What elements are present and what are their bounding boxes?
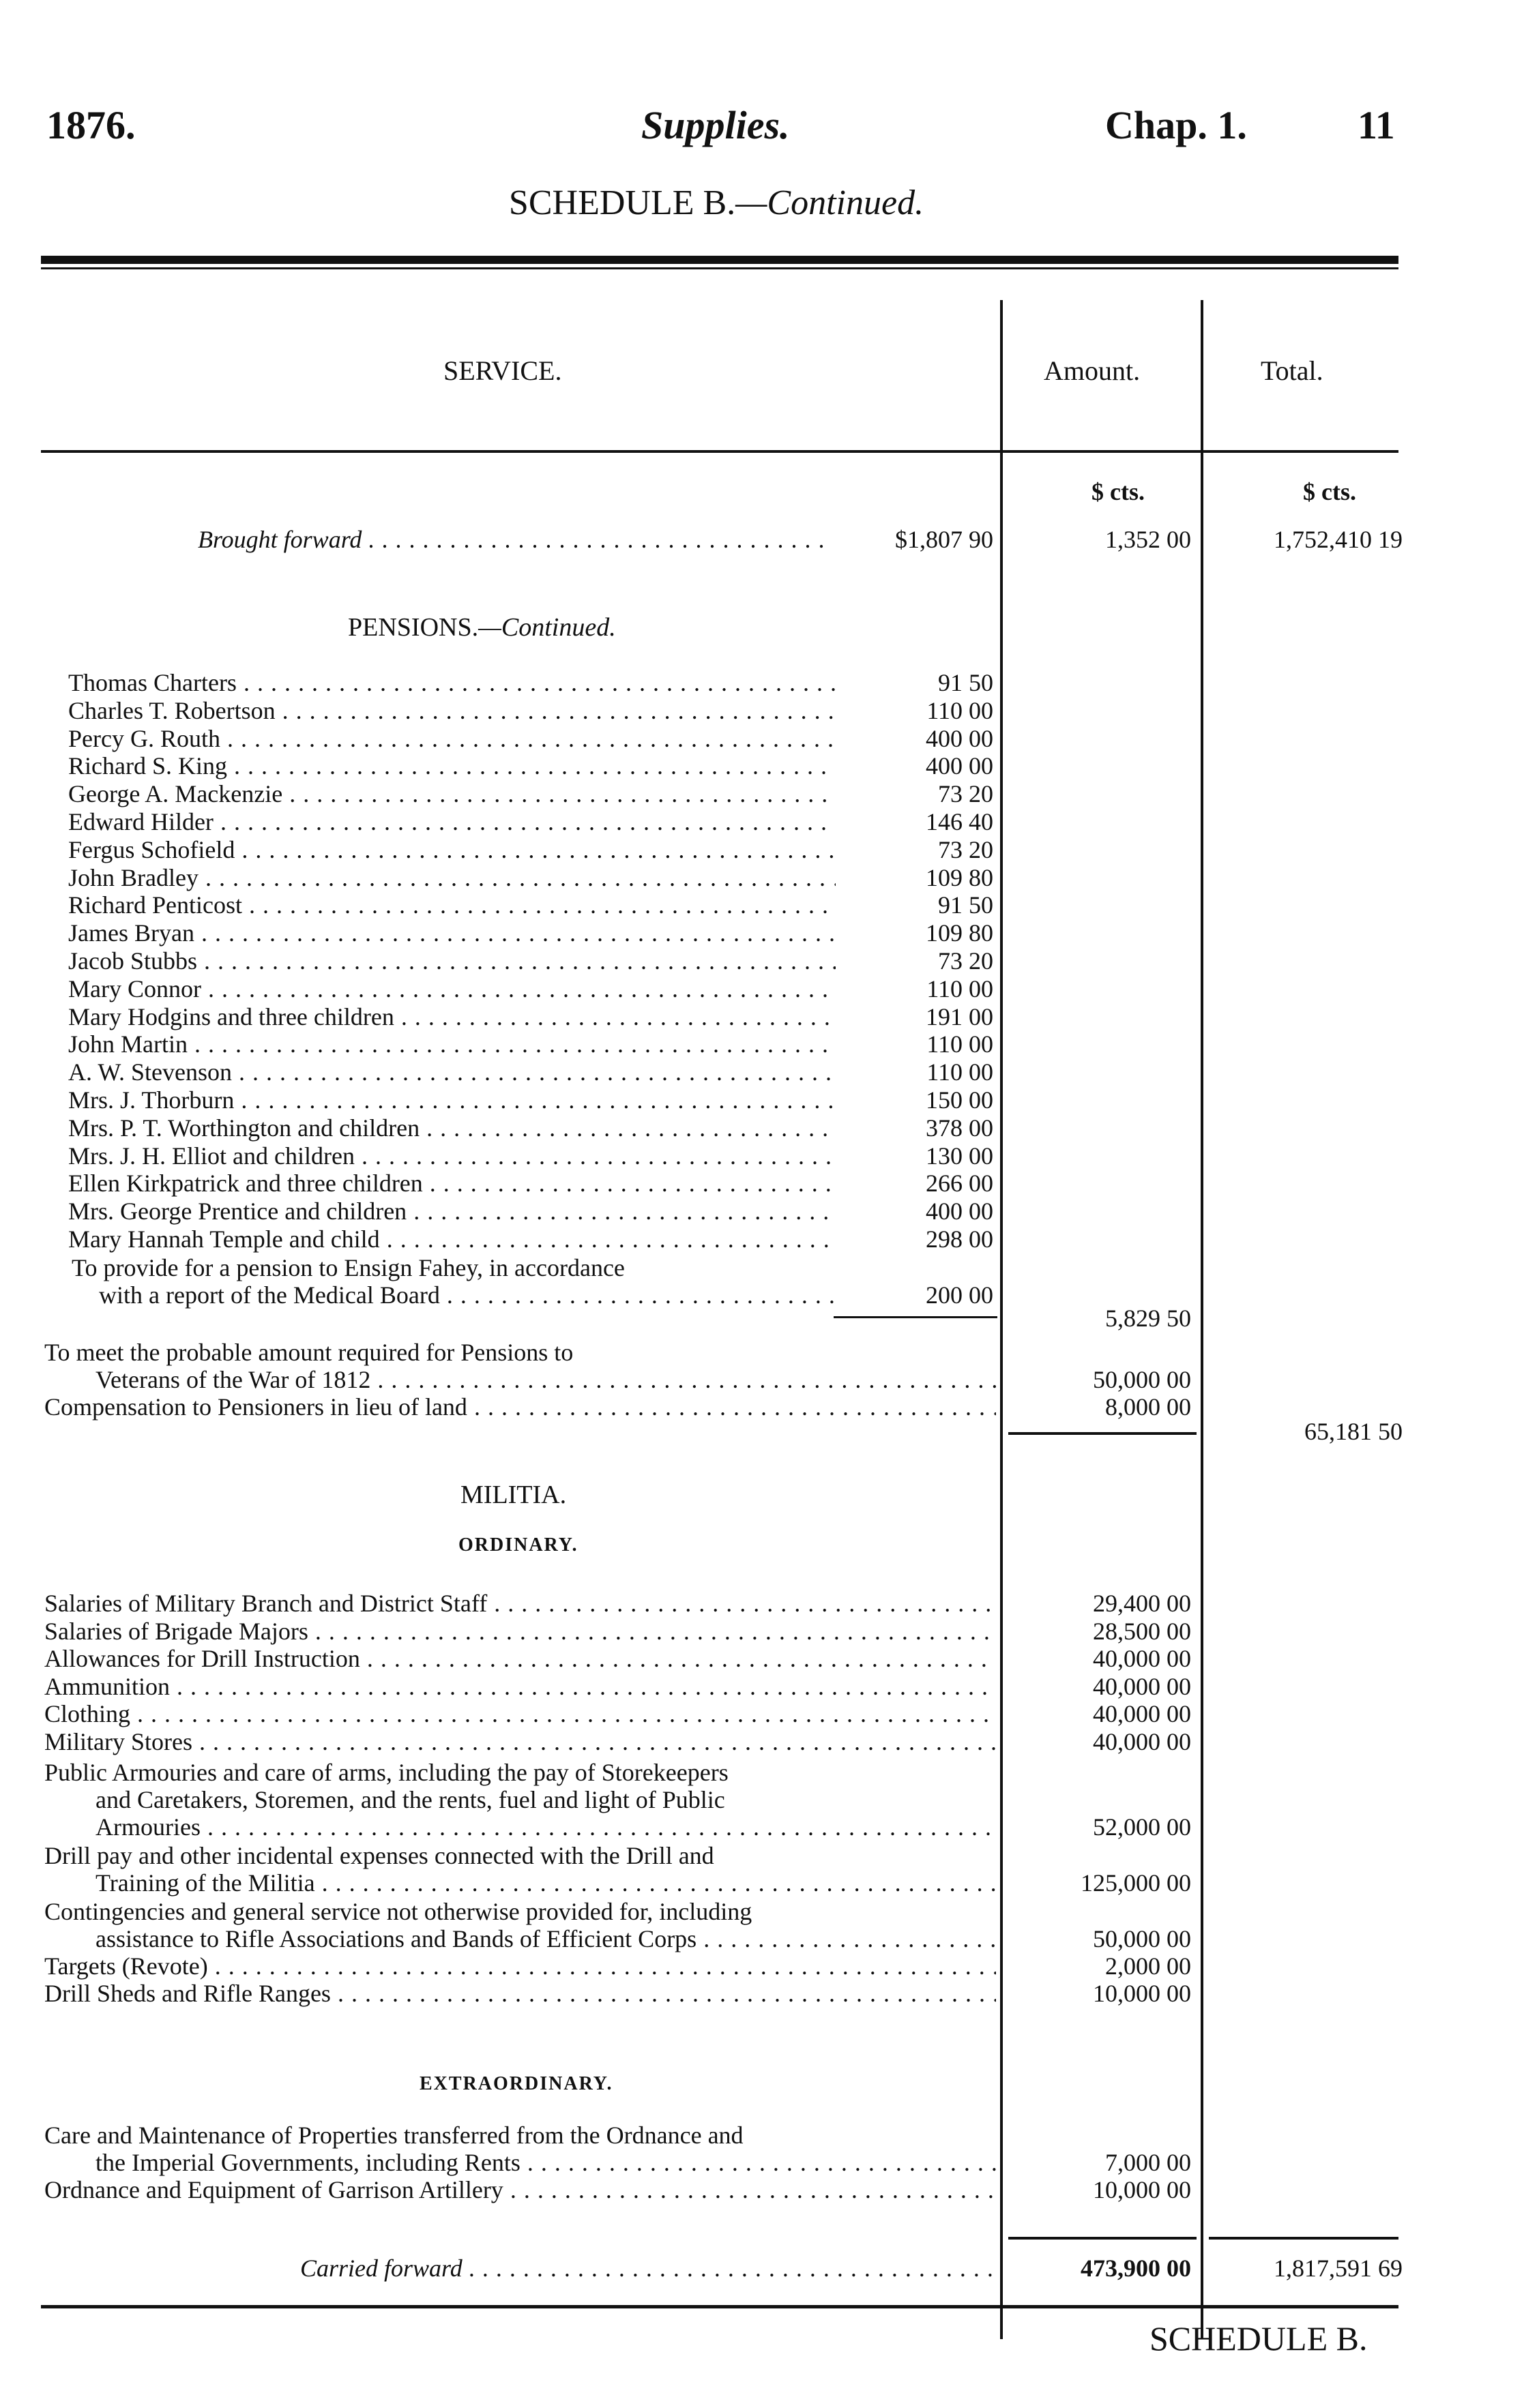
pension-row <box>0 835 1539 863</box>
carried-forward-amount: 473,900 00 <box>1081 2255 1191 2282</box>
care-text-2: the Imperial Governments, including Rents . . . <box>96 2148 996 2177</box>
pensions-total-row <box>0 1417 1539 1445</box>
pension-value: 91 50 <box>938 891 993 919</box>
armouries-row-3 <box>0 1813 1539 1841</box>
carried-forward-total: 1,817,591 69 <box>1274 2255 1403 2282</box>
armouries-amount: 52,000 00 <box>1093 1813 1191 1841</box>
year: 1876. <box>46 103 136 147</box>
pensioner-name: John Bradley . . . <box>68 863 836 892</box>
pension-row <box>0 752 1539 779</box>
militia-ordinary-row <box>0 1589 1539 1617</box>
pensioner-name: Mrs. J. Thorburn . . . <box>68 1086 836 1114</box>
pension-value: 73 20 <box>938 836 993 863</box>
militia-item-label: Allowances for Drill Instruction . . . <box>44 1644 996 1673</box>
pensioner-name: Thomas Charters . . . <box>68 668 836 697</box>
pension-row <box>0 919 1539 947</box>
pension-row <box>0 779 1539 807</box>
pension-value: 73 20 <box>938 947 993 975</box>
bottom-rule <box>41 2305 1398 2308</box>
pensioner-name: Jacob Stubbs . . . <box>68 947 836 975</box>
pensions-title: PENSIONS.—Continued. <box>348 613 616 642</box>
drill-pay-amount: 125,000 00 <box>1081 1869 1191 1897</box>
page-number: 11 <box>1358 103 1395 147</box>
footer-catchword: SCHEDULE B. <box>1149 2319 1368 2358</box>
militia-ordinary-row <box>0 1727 1539 1755</box>
amount-column-header: Amount. <box>1044 355 1141 386</box>
pensioner-name: Percy G. Routh . . . <box>68 724 836 753</box>
contingencies-text-1: Contingencies and general service not otherwise provided for, including <box>44 1898 752 1925</box>
armouries-text-3: Armouries . . . <box>96 1813 996 1841</box>
care-amount: 7,000 00 <box>1105 2149 1191 2176</box>
militia-item-label: Salaries of Brigade Majors . . . <box>44 1617 996 1646</box>
pension-row <box>0 1169 1539 1197</box>
pension-value: 146 40 <box>926 808 993 835</box>
ordinary-title: ORDINARY. <box>458 1534 578 1556</box>
pensioner-name: A. W. Stevenson . . . <box>68 1058 836 1086</box>
pension-value: 110 00 <box>926 697 993 724</box>
ordnance-label: Ordnance and Equipment of Garrison Artillery . . . <box>44 2175 996 2204</box>
militia-item-amount: 40,000 00 <box>1093 1645 1191 1672</box>
pension-value: 191 00 <box>926 1003 993 1030</box>
veterans-row-1 <box>0 1338 1539 1366</box>
pension-value: 378 00 <box>926 1114 993 1142</box>
pensioner-name: Mrs. J. H. Elliot and children . . . <box>68 1142 836 1170</box>
pensioner-name: Richard Penticost . . . <box>68 891 836 919</box>
armouries-text-2: and Caretakers, Storemen, and the rents, fuel and light of Public <box>96 1786 725 1813</box>
pensioner-name: Edward Hilder . . . <box>68 807 836 836</box>
pension-row <box>0 696 1539 724</box>
compensation-amount: 8,000 00 <box>1105 1393 1191 1421</box>
drill-sheds-amount: 10,000 00 <box>1093 1980 1191 2007</box>
pensioner-name: Mary Hodgins and three children . . . <box>68 1002 836 1031</box>
veterans-amount: 50,000 00 <box>1093 1366 1191 1393</box>
care-row-2 <box>0 2148 1539 2176</box>
service-column-header: SERVICE. <box>443 355 562 386</box>
drill-pay-text-1: Drill pay and other incidental expenses connected with the Drill and <box>44 1842 714 1869</box>
pensioner-name: Ellen Kirkpatrick and three children . . . <box>68 1169 836 1198</box>
veterans-text-2: Veterans of the War of 1812 . . . <box>96 1365 996 1394</box>
drill-sheds-label: Drill Sheds and Rifle Ranges . . . <box>44 1979 996 2008</box>
pension-value: 109 80 <box>926 919 993 947</box>
pension-value: 400 00 <box>926 725 993 752</box>
carried-forward-amount-rule <box>1008 2237 1197 2240</box>
top-rule-thin <box>41 267 1398 269</box>
targets-row <box>0 1952 1539 1980</box>
pension-value: 73 20 <box>938 780 993 807</box>
pension-value: 130 00 <box>926 1142 993 1170</box>
pensioner-name: Richard S. King . . . <box>68 752 836 780</box>
contingencies-text-2: assistance to Rifle Associations and Bands of Efficient Corps . . . <box>96 1924 996 1953</box>
brought-forward-row <box>0 525 1539 553</box>
pensioner-name: George A. Mackenzie . . . <box>68 779 836 808</box>
pension-value: 110 00 <box>926 1058 993 1086</box>
pension-row <box>0 1142 1539 1170</box>
pension-row <box>0 1225 1539 1253</box>
pensioner-name: Fergus Schofield . . . <box>68 835 836 864</box>
header-rule <box>41 450 1398 453</box>
pension-value: 400 00 <box>926 1198 993 1225</box>
militia-item-label: Ammunition . . . <box>44 1672 996 1701</box>
veterans-text-1: To meet the probable amount required for Pensions to <box>44 1339 574 1366</box>
pension-row <box>0 1058 1539 1086</box>
pensioner-name: Mrs. George Prentice and children . . . <box>68 1197 836 1225</box>
armouries-row-2 <box>0 1785 1539 1813</box>
pension-row <box>0 1030 1539 1058</box>
pension-row <box>0 1197 1539 1225</box>
drill-pay-row-2 <box>0 1869 1539 1897</box>
carried-forward-label: Carried forward . . . <box>300 2254 996 2283</box>
drill-pay-text-2: Training of the Militia . . . <box>96 1869 996 1897</box>
targets-label: Targets (Revote) . . . <box>44 1952 996 1980</box>
amount-unit: $ cts. <box>1091 478 1145 505</box>
militia-title: MILITIA. <box>460 1481 567 1509</box>
pension-value: 110 00 <box>926 1030 993 1058</box>
pension-value: 150 00 <box>926 1086 993 1114</box>
brought-forward-total: 1,752,410 19 <box>1274 526 1403 553</box>
fahey-row-1 <box>0 1253 1539 1281</box>
drill-sheds-row <box>0 1979 1539 2007</box>
contingencies-amount: 50,000 00 <box>1093 1925 1191 1952</box>
pension-row <box>0 1086 1539 1114</box>
brought-forward-label: Brought forward . . . <box>198 525 832 554</box>
militia-ordinary-row <box>0 1672 1539 1700</box>
pension-value: 109 80 <box>926 864 993 891</box>
militia-item-amount: 28,500 00 <box>1093 1618 1191 1645</box>
brought-forward-inner: $1,807 90 <box>895 526 993 553</box>
pension-row <box>0 1002 1539 1030</box>
militia-item-label: Salaries of Military Branch and District Staff . . . <box>44 1589 996 1618</box>
care-text-1: Care and Maintenance of Properties transferred from the Ordnance and <box>44 2122 744 2149</box>
top-rule <box>41 256 1398 264</box>
pension-value: 91 50 <box>938 669 993 696</box>
fahey-text-1: To provide for a pension to Ensign Fahey, in accordance <box>72 1254 625 1281</box>
pensioner-name: John Martin . . . <box>68 1030 836 1058</box>
pension-row <box>0 975 1539 1002</box>
care-row-1 <box>0 2121 1539 2149</box>
contingencies-row-1 <box>0 1897 1539 1925</box>
militia-ordinary-row <box>0 1699 1539 1727</box>
militia-ordinary-row <box>0 1644 1539 1672</box>
drill-pay-row-1 <box>0 1841 1539 1869</box>
pensioner-name: Mary Connor . . . <box>68 975 836 1003</box>
militia-item-label: Military Stores . . . <box>44 1727 996 1756</box>
pensioner-name: Mary Hannah Temple and child . . . <box>68 1225 836 1253</box>
pension-value: 110 00 <box>926 975 993 1002</box>
pension-value: 298 00 <box>926 1225 993 1253</box>
pension-row <box>0 668 1539 696</box>
total-column-header: Total. <box>1261 355 1323 386</box>
pension-row <box>0 807 1539 835</box>
carried-forward-row <box>0 2254 1539 2282</box>
pension-value: 266 00 <box>926 1170 993 1197</box>
pension-row <box>0 1114 1539 1142</box>
contingencies-row-2 <box>0 1924 1539 1952</box>
fahey-value: 200 00 <box>926 1281 993 1309</box>
pensions-total: 65,181 50 <box>1304 1418 1403 1445</box>
militia-item-amount: 40,000 00 <box>1093 1700 1191 1727</box>
militia-item-amount: 40,000 00 <box>1093 1728 1191 1755</box>
pensioner-name: Charles T. Robertson . . . <box>68 696 836 725</box>
running-title: Supplies. <box>641 103 790 147</box>
pension-row <box>0 724 1539 752</box>
armouries-text-1: Public Armouries and care of arms, including the pay of Storekeepers <box>44 1759 729 1786</box>
veterans-row-2 <box>0 1365 1539 1393</box>
schedule-title: SCHEDULE B.—Continued. <box>508 183 924 222</box>
militia-item-amount: 29,400 00 <box>1093 1590 1191 1617</box>
armouries-row-1 <box>0 1758 1539 1786</box>
targets-amount: 2,000 00 <box>1105 1952 1191 1980</box>
pensions-subtotal: 5,829 50 <box>1105 1305 1191 1332</box>
brought-forward-amount: 1,352 00 <box>1105 526 1191 553</box>
compensation-label: Compensation to Pensioners in lieu of land . . . <box>44 1393 996 1421</box>
compensation-row <box>0 1393 1539 1421</box>
ordnance-row <box>0 2175 1539 2203</box>
militia-item-amount: 40,000 00 <box>1093 1673 1191 1700</box>
pensioner-name: Mrs. P. T. Worthington and children . . . <box>68 1114 836 1142</box>
pension-row <box>0 863 1539 891</box>
militia-ordinary-row <box>0 1617 1539 1645</box>
carried-forward-total-rule <box>1209 2237 1398 2240</box>
ordnance-amount: 10,000 00 <box>1093 2176 1191 2203</box>
pensions-subtotal-row <box>0 1304 1539 1332</box>
militia-item-label: Clothing . . . <box>44 1699 996 1728</box>
chapter-number: Chap. 1. <box>1105 103 1247 147</box>
pension-row <box>0 891 1539 919</box>
pensioner-name: James Bryan . . . <box>68 919 836 947</box>
pension-value: 400 00 <box>926 752 993 779</box>
pension-row <box>0 947 1539 975</box>
total-unit: $ cts. <box>1303 478 1356 505</box>
extraordinary-title: EXTRAORDINARY. <box>420 2073 613 2094</box>
fahey-text-2: with a report of the Medical Board . . . <box>99 1281 836 1309</box>
